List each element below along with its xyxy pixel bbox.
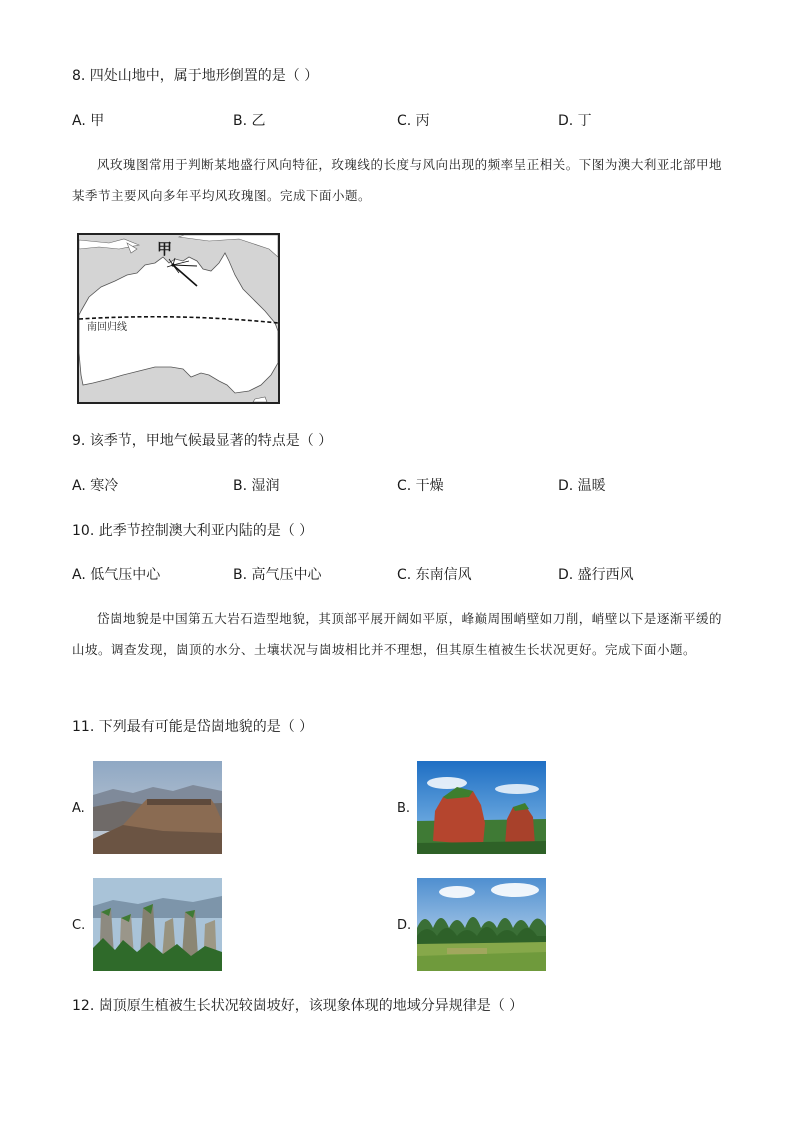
q11-image-a-label: A. bbox=[72, 801, 85, 816]
point-jia-label: 甲 bbox=[157, 240, 173, 258]
q9-option-d: D. 温暖 bbox=[558, 478, 606, 494]
q11-image-b-danxia bbox=[417, 761, 546, 854]
australia-map-drawing bbox=[79, 235, 278, 402]
q11-image-d-label: D. bbox=[397, 918, 412, 933]
q8-option-a: A. 甲 bbox=[72, 113, 105, 129]
q10-option-a: A. 低气压中心 bbox=[72, 567, 161, 583]
q9-option-a: A. 寒冷 bbox=[72, 478, 119, 494]
q11-image-b-label: B. bbox=[397, 801, 411, 816]
q11-stem: 11. 下列最有可能是岱崮地貌的是（ ） bbox=[72, 719, 314, 735]
q8-option-b: B. 乙 bbox=[233, 113, 266, 129]
q9-stem: 9. 该季节，甲地气候最显著的特点是（ ） bbox=[72, 433, 333, 449]
q9-option-c: C. 干燥 bbox=[397, 478, 444, 494]
australia-wind-rose-map bbox=[77, 233, 280, 404]
tropic-label: 南回归线 bbox=[87, 322, 127, 333]
passage-wind-rose: 风玫瑰图常用于判断某地盛行风向特征，玫瑰线的长度与风向出现的频率呈正相关。下图为澳大利亚北部甲地某季节主要风向多年平均风玫瑰图。完成下面小题。 bbox=[72, 157, 722, 203]
q11-image-c-pillars bbox=[93, 878, 222, 971]
q10-option-c: C. 东南信风 bbox=[397, 567, 472, 583]
q11-image-a-mesa bbox=[93, 761, 222, 854]
q8-option-d: D. 丁 bbox=[558, 113, 592, 129]
q12-stem: 12. 崮顶原生植被生长状况较崮坡好，该现象体现的地域分异规律是（ ） bbox=[72, 998, 524, 1014]
passage-daigu-landform: 岱崮地貌是中国第五大岩石造型地貌，其顶部平展开阔如平原，峰巅周围峭壁如刀削，峭壁以下是逐渐平缓的山坡。调查发现，崮顶的水分、土壤状况与崮坡相比并不理想，但其原生植被生长状况更好。完成下面小题。 bbox=[72, 611, 722, 657]
q8-stem: 8. 四处山地中，属于地形倒置的是（ ） bbox=[72, 68, 319, 84]
q10-stem: 10. 此季节控制澳大利亚内陆的是（ ） bbox=[72, 523, 314, 539]
q10-option-b: B. 高气压中心 bbox=[233, 567, 322, 583]
q8-option-c: C. 丙 bbox=[397, 113, 430, 129]
q9-option-b: B. 湿润 bbox=[233, 478, 280, 494]
q11-image-c-label: C. bbox=[72, 918, 86, 933]
q10-option-d: D. 盛行西风 bbox=[558, 567, 634, 583]
q11-image-d-karst bbox=[417, 878, 546, 971]
